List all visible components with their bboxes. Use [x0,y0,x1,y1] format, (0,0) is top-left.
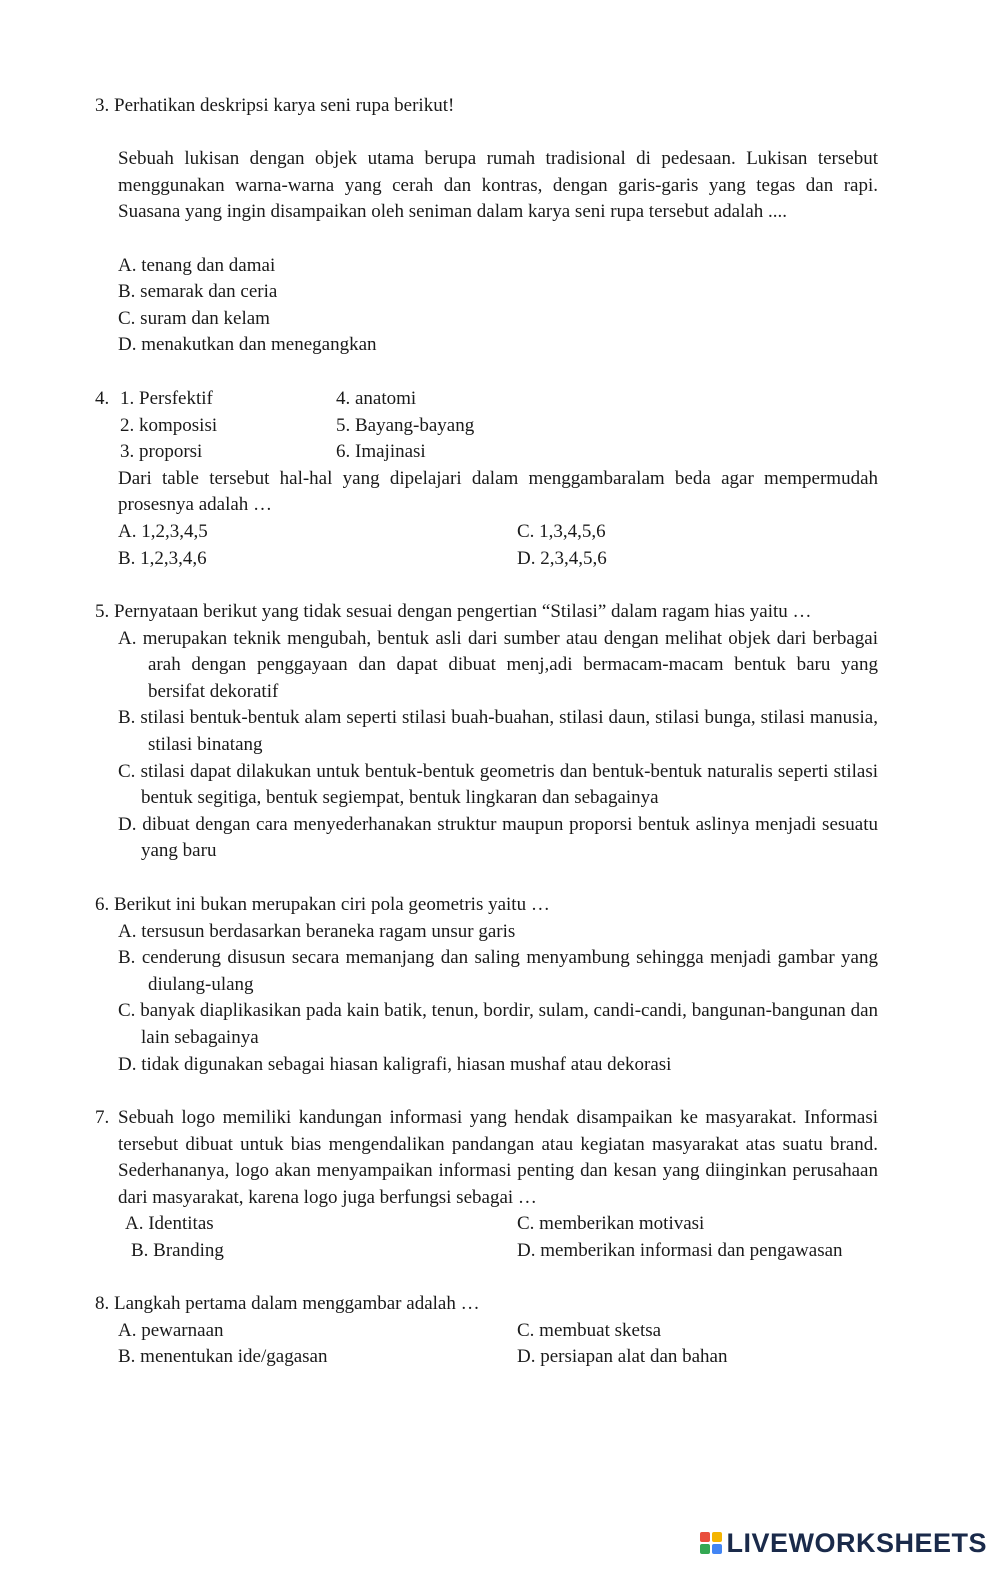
question-8-prompt: 8. Langkah pertama dalam menggambar adalah … [95,1293,480,1314]
option-c[interactable]: C. memberikan motivasi [517,1213,705,1235]
question-4-prompt: Dari table tersebut hal-hal yang dipelajari dalam menggambaralam beda agar mempermudah prosesnya adalah … [118,467,878,516]
table-cell: 4. anatomi [336,388,417,409]
option-d[interactable]: D. 2,3,4,5,6 [517,547,607,569]
question-6-prompt: 6. Berikut ini bukan merupakan ciri pola geometris yaitu … [95,894,550,915]
option-a[interactable]: A. 1,2,3,4,5 [118,520,208,542]
table-row [95,413,878,440]
question-8 [95,1291,878,1371]
option-b[interactable]: B. stilasi bentuk-bentuk alam seperti stilasi buah-buahan, stilasi daun, stilasi bunga, stilasi manusia, stilasi binatang [118,707,878,755]
table-cell: 3. proporsi [120,441,203,463]
table-row [95,386,878,413]
question-5-prompt: 5. Pernyataan berikut yang tidak sesuai dengan pengertian “Stilasi” dalam ragam hias yaitu … [95,601,812,622]
option-d[interactable]: D. dibuat dengan cara menyederhanakan struktur maupun proporsi bentuk aslinya menjadi sesuatu yang baru [118,813,878,862]
question-5 [95,599,878,865]
brand-name: LIVEWORKSHEETS [726,1527,987,1558]
option-a[interactable]: A. tenang dan damai [118,254,276,276]
question-4-number: 4. [95,388,110,409]
logo-square [712,1532,722,1542]
logo-square [700,1532,710,1542]
liveworksheets-logo[interactable] [700,1529,987,1557]
question-6 [95,892,878,1078]
question-3 [95,93,878,359]
option-a[interactable]: A. tersusun berdasarkan beraneka ragam unsur garis [118,920,516,942]
option-a[interactable]: A. merupakan teknik mengubah, bentuk asli dari sumber atau dengan melihat objek dari berbagai arah dengan penggayaan dan dapat dibuat menj,adi bermacam-macam bentuk baru yang bersifat dekoratif [118,627,878,702]
option-d[interactable]: D. menakutkan dan menegangkan [118,334,377,356]
option-a[interactable]: A. Identitas [125,1213,214,1235]
question-7-prompt: Sebuah logo memiliki kandungan informasi yang hendak disampaikan ke masyarakat. Informasi tersebut dibuat untuk bias mengendalikan pandangan atau kegiatan masyarakat atas suatu brand. Sederhananya, logo akan menyampaikan informasi penting dan kesan yang diinginkan perusahaan dari masyarakat, karena logo juga berfungsi sebagai … [118,1107,878,1208]
option-d[interactable]: D. memberikan informasi dan pengawasan [517,1239,843,1261]
option-c[interactable]: C. suram dan kelam [118,307,270,329]
option-b[interactable]: B. semarak dan ceria [118,281,278,303]
option-d[interactable]: D. tidak digunakan sebagai hiasan kaligrafi, hiasan mushaf atau dekorasi [118,1053,672,1075]
option-c[interactable]: C. banyak diaplikasikan pada kain batik, tenun, bordir, sulam, candi-candi, bangunan-bangunan dan lain sebagainya [118,1000,878,1048]
option-c[interactable]: C. membuat sketsa [517,1319,662,1341]
question-7-number: 7. [95,1107,110,1128]
question-3-prompt: 3. Perhatikan deskripsi karya seni rupa berikut! [95,95,455,116]
table-cell: 5. Bayang-bayang [336,414,475,436]
logo-square [712,1544,722,1554]
liveworksheets-icon [700,1532,722,1554]
table-row [95,439,878,466]
option-b[interactable]: B. Branding [131,1239,224,1261]
question-3-passage: Sebuah lukisan dengan objek utama berupa rumah tradisional di pedesaan. Lukisan tersebut menggunakan warna-warna yang cerah dan kontras, dengan garis-garis yang tegas dan rapi. Suasana yang ingin disampaikan oleh seniman dalam karya seni rupa tersebut adalah .... [118,148,878,223]
table-cell: 6. Imajinasi [336,441,426,463]
table-cell: 2. komposisi [120,414,218,436]
option-c[interactable]: C. stilasi dapat dilakukan untuk bentuk-bentuk geometris dan bentuk-bentuk naturalis seperti stilasi bentuk segitiga, bentuk segiempat, bentuk lingkaran dan sebagainya [118,760,878,809]
option-b[interactable]: B. 1,2,3,4,6 [118,547,207,569]
option-d[interactable]: D. persiapan alat dan bahan [517,1346,728,1368]
table-cell: 1. Persfektif [120,388,213,409]
logo-square [700,1544,710,1554]
option-b[interactable]: B. cenderung disusun secara memanjang dan saling menyambung sehingga menjadi gambar yang diulang-ulang [118,947,878,995]
question-4 [95,386,878,572]
option-b[interactable]: B. menentukan ide/gagasan [118,1346,328,1368]
question-7 [95,1105,878,1265]
option-a[interactable]: A. pewarnaan [118,1319,224,1341]
option-c[interactable]: C. 1,3,4,5,6 [517,520,606,542]
